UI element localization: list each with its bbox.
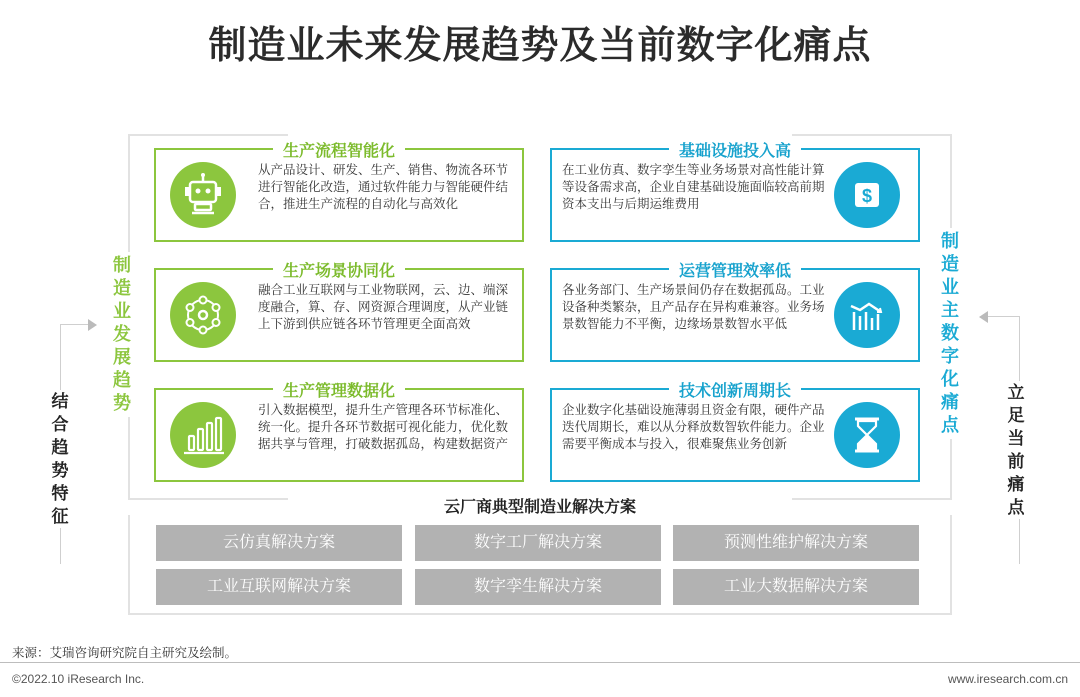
website-link[interactable]: www.iresearch.com.cn [947, 672, 1068, 686]
trends-vertical-label: 制 造 业 发 展 趋 势 [109, 252, 135, 417]
solution-predictive-maintenance: 预测性维护解决方案 [673, 525, 919, 561]
pain-card-title: 技术创新周期长 [669, 383, 801, 400]
pain-card-innovation [550, 383, 920, 482]
outer-right-label: 立 足 当 前 痛 点 [1003, 381, 1029, 519]
copyright: ©2022.10 iResearch Inc. [12, 672, 145, 686]
footer-divider [0, 662, 1080, 663]
trend-card-title: 生产流程智能化 [273, 143, 405, 160]
robot-icon [170, 162, 236, 228]
trend-card-text: 从产品设计、研发、生产、销售、物流各环节进行智能化改造，通过软件能力与智能硬件结合，推进生产流程的自动化与高效化 [258, 163, 509, 211]
arrow-left-icon [979, 311, 988, 323]
solution-industrial-internet: 工业互联网解决方案 [156, 569, 402, 605]
network-icon [170, 282, 236, 348]
solution-digital-factory: 数字工厂解决方案 [415, 525, 661, 561]
svg-text:$: $ [861, 186, 873, 206]
trend-card-text: 引入数据模型，提升生产管理各环节标准化、统一化。提升各环节数据可视化能力，优化数据共享与管理，打破数据孤岛，构建数据资产 [258, 403, 509, 451]
dollar-icon [834, 162, 900, 228]
trend-card-text: 融合工业互联网与工业物联网，云、边、端深度融合，算、存、网资源合理调度，从产业链上下游到供应链各环节管理更全面高效 [258, 283, 509, 331]
outer-left-label: 结 合 趋 势 特 征 [47, 390, 73, 528]
pain-card-title: 运营管理效率低 [669, 263, 801, 280]
pain-card-title: 基础设施投入高 [669, 143, 801, 160]
pain-card-text: 在工业仿真、数字孪生等业务场景对高性能计算等设备需求高，企业自建基础设施面临较高前期资本支出与后期运维费用 [562, 163, 825, 211]
pain-card-text: 各业务部门、生产场景间仍存在数据孤岛。工业设备种类繁杂，且产品存在异构难兼容。业务场景数智能力不平衡，边缘场景数智水平低 [562, 283, 825, 331]
pain-card-operations [550, 263, 920, 362]
solutions-title: 云厂商典型制造业解决方案 [432, 499, 648, 516]
pain-card-text: 企业数字化基础设施薄弱且资金有限，硬件产品迭代周期长，难以从分释放数智软件能力。企业需要平衡成本与投入，很难聚焦业务创新 [562, 403, 825, 451]
trend-card-title: 生产场景协同化 [273, 263, 405, 280]
hourglass-icon [834, 402, 900, 468]
trend-card-title: 生产管理数据化 [273, 383, 405, 400]
trend-card-data [154, 383, 524, 482]
pains-vertical-label: 制 造 业 主 数 字 化 痛 点 [937, 228, 963, 439]
solution-cloud-simulation: 云仿真解决方案 [156, 525, 402, 561]
arrow-right-icon [88, 319, 97, 331]
solution-industrial-big-data: 工业大数据解决方案 [673, 569, 919, 605]
page-title: 制造业未来发展趋势及当前数字化痛点 [208, 25, 872, 67]
trend-card-collaborative [154, 263, 524, 362]
trend-card-intelligent [154, 143, 524, 242]
source-note: 来源：艾瑞咨询研究院自主研究及绘制。 [12, 646, 238, 660]
pain-card-infrastructure [550, 143, 920, 242]
declining-chart-icon [834, 282, 900, 348]
solution-digital-twin: 数字孪生解决方案 [415, 569, 661, 605]
bar-chart-icon [170, 402, 236, 468]
